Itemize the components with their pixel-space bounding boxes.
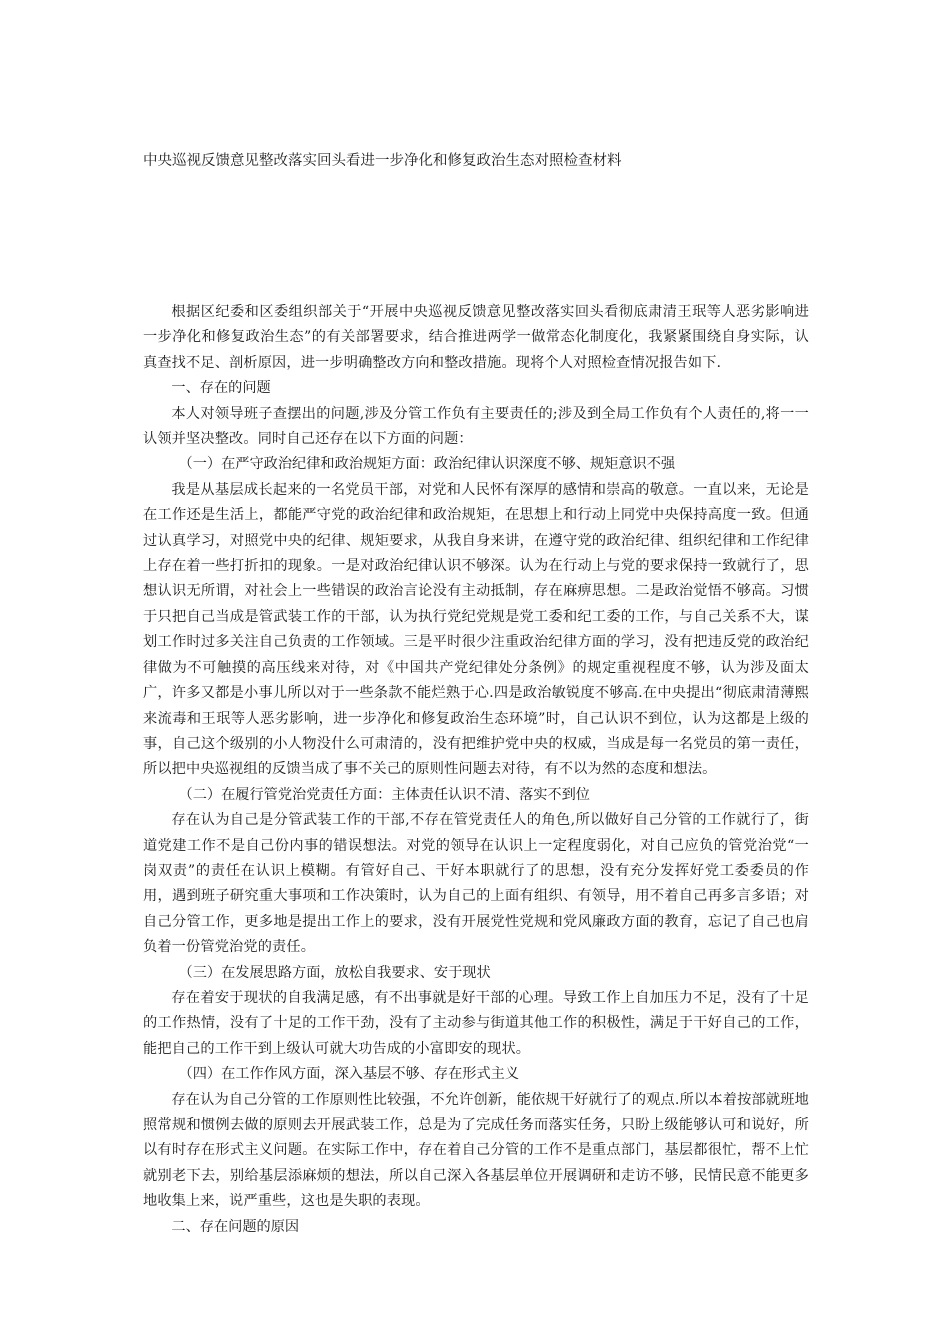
section-heading-problems: 一、存在的问题 — [171, 380, 271, 397]
document-title: 中央巡视反馈意见整改落实回头看进一步净化和修复政治生态对照检查材料 — [143, 153, 622, 169]
intro-paragraph: 根据区纪委和区委组织部关于“开展中央巡视反馈意见整改落实回头看彻底肃清王珉等人恶劣影响进一步净化和修复政治生态”的有关部署要求，结合推进两学一做常态化制度化，我紧紧围绕自身实际，认真查找不足、剖析原因，进一步明确整改方向和整改措施。现将个人对照检查情况报告如下. — [143, 304, 809, 371]
subsection-body-development-thinking: 存在着安于现状的自我满足感，有不出事就是好干部的心理。导致工作上自加压力不足，没有了十足的工作热情，没有了十足的工作干劲，没有了主动参与街道其他工作的积极性，满足于干好自己的工作，能把自己的工作干到上级认可就大功告成的小富即安的现状。 — [143, 989, 809, 1057]
subsection-heading-work-style: （四）在工作作风方面，深入基层不够、存在形式主义 — [178, 1066, 520, 1083]
section-intro-paragraph: 本人对领导班子查摆出的问题,涉及分管工作负有主要责任的;涉及到全局工作负有个人责任的,将一一认领并坚决整改。同时自己还存在以下方面的问题： — [143, 405, 809, 448]
section-heading-causes: 二、存在问题的原因 — [171, 1218, 300, 1235]
subsection-heading-political-discipline: （一）在严守政治纪律和政治规矩方面：政治纪律认识深度不够、规矩意识不强 — [178, 456, 676, 473]
subsection-body-party-responsibility: 存在认为自己是分管武装工作的干部,不存在管党责任人的角色,所以做好自己分管的工作就行了，街道党建工作不是自己份内事的错误想法。对党的领导在认识上一定程度弱化，对自己应负的管党治党“一岗双责”的责任在认识上模糊。有管好自己、干好本职就行了的思想，没有充分发挥好党工委委员的作用，遇到班子研究重大事项和工作决策时，认为自己的上面有组织、有领导，用不着自己再多言多语；对自己分管工作，更多地是提出工作上的要求，没有开展党性党规和党风廉政方面的教育，忘记了自己也肩负着一份管党治党的责任。 — [143, 812, 809, 956]
subsection-heading-party-responsibility: （二）在履行管党治党责任方面：主体责任认识不清、落实不到位 — [178, 786, 590, 803]
subsection-body-political-discipline: 我是从基层成长起来的一名党员干部，对党和人民怀有深厚的感情和崇高的敬意。一直以来，无论是在工作还是生活上，都能严守党的政治纪律和政治规矩，在思想上和行动上同党中央保持高度一致。但通过认真学习，对照党中央的纪律、规矩要求，从我自身来讲，在遵守党的政治纪律、组织纪律和工作纪律上存在着一些打折扣的现象。一是对政治纪律认识不够深。认为在行动上与党的要求保持一致就行了，思想认识无所谓，对社会上一些错误的政治言论没有主动抵制，存在麻痹思想。二是政治觉悟不够高。习惯于只把自己当成是管武装工作的干部，认为执行党纪党规是党工委和纪工委的工作，与自己关系不大，谋划工作时过多关注自己负责的工作领域。三是平时很少注重政治纪律方面的学习，没有把违反党的政治纪律做为不可触摸的高压线来对待，对《中国共产党纪律处分条例》的规定重视程度不够，认为涉及面太广，许多又都是小事儿所以对于一些条款不能烂熟于心.四是政治敏锐度不够高.在中央提出“彻底肃清薄熙来流毒和王珉等人恶劣影响，进一步净化和修复政治生态环境”时，自己认识不到位，认为这都是上级的事，自己这个级别的小人物没什么可肃清的，没有把维护党中央的权威，当成是每一名党员的第一责任，所以把中央巡视组的反馈当成了事不关己的原则性问题去对待，有不以为然的态度和想法。 — [143, 481, 809, 778]
document-body — [143, 300, 809, 1240]
subsection-heading-development-thinking: （三）在发展思路方面，放松自我要求、安于现状 — [178, 964, 491, 981]
subsection-body-work-style: 存在认为自己分管的工作原则性比较强，不允许创新，能依规干好就行了的观点.所以本着按部就班地照常规和惯例去做的原则去开展武装工作，总是为了完成任务而落实任务，只盼上级能够认可和说好，所以有时存在形式主义问题。在实际工作中，存在着自己分管的工作不是重点部门，基层都很忙，帮不上忙就别老下去，别给基层添麻烦的想法，所以自己深入各基层单位开展调研和走访不够，民情民意不能更多地收集上来，说严重些，这也是失职的表现。 — [143, 1091, 809, 1210]
